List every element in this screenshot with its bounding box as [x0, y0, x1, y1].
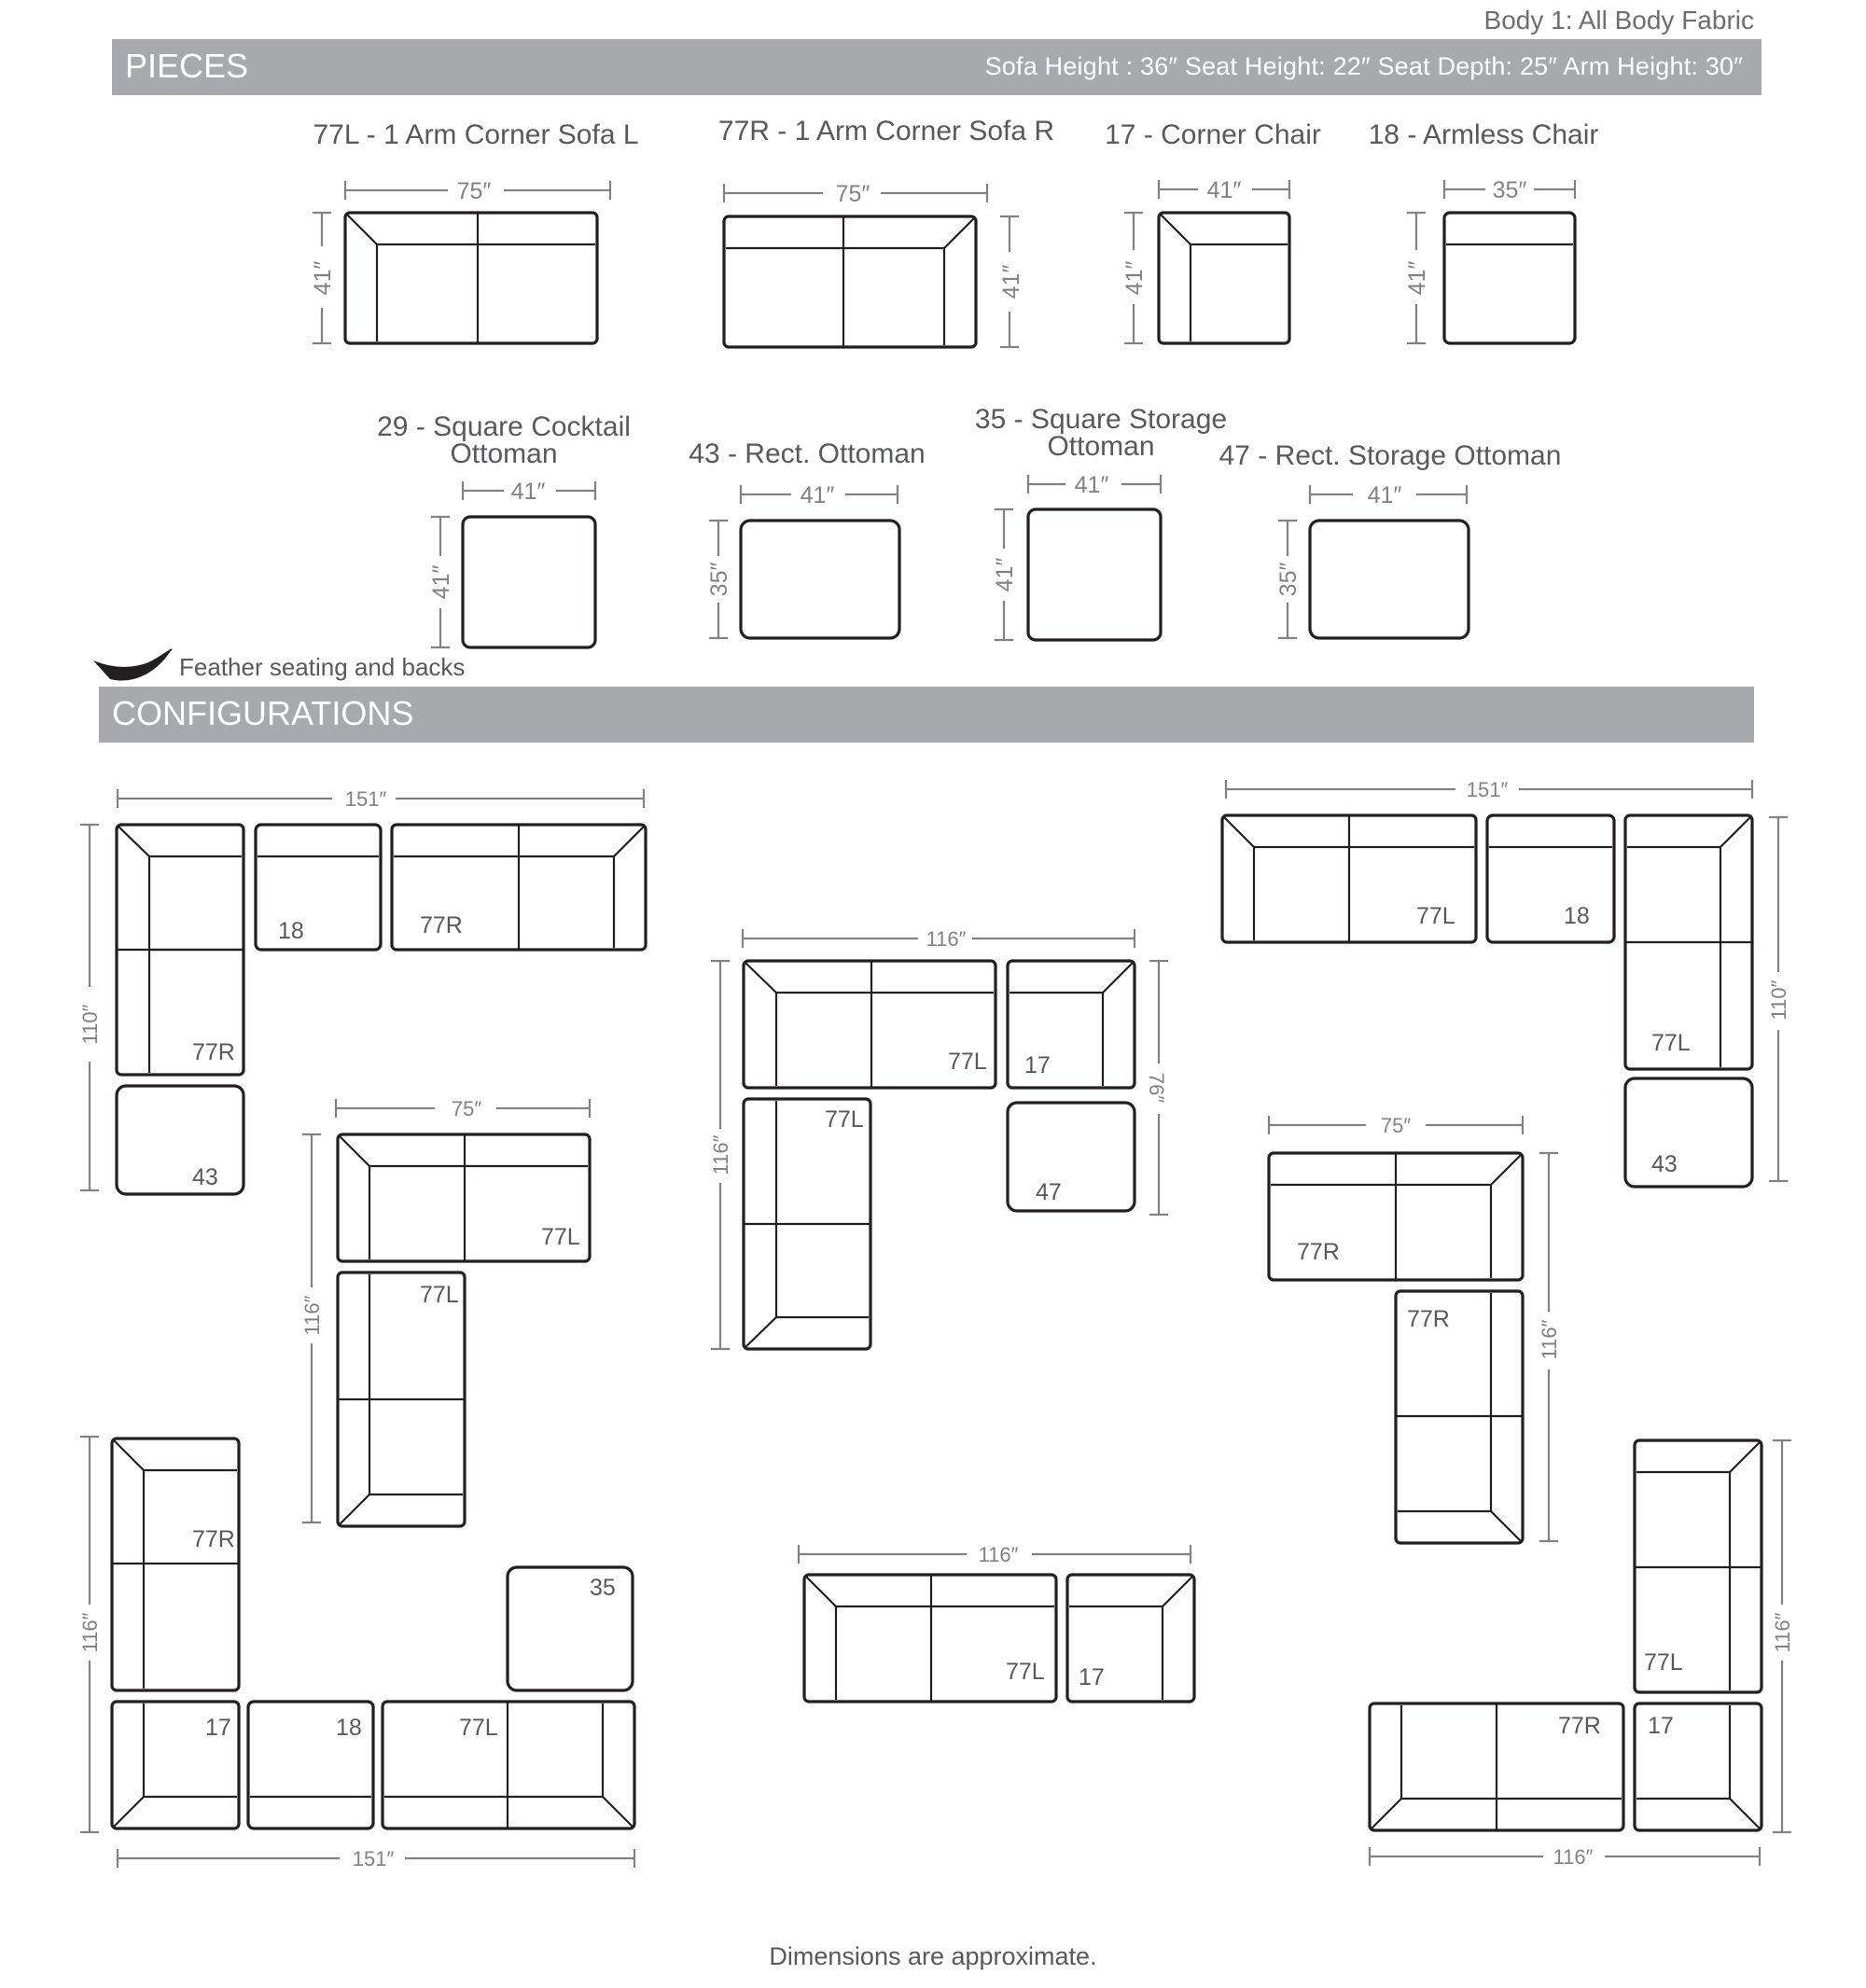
piece-29-width-label: 41″: [510, 479, 546, 505]
config8-label-77r: 77R: [1558, 1713, 1601, 1739]
config2-depth-label: 76″: [1145, 1072, 1168, 1104]
piece-43-width-label: 41″: [800, 482, 835, 508]
config1-label-43: 43: [192, 1164, 218, 1190]
config1-label-18: 18: [278, 918, 304, 944]
config2-left-depth-label: 116″: [709, 1134, 732, 1175]
configuration-6: [78, 1437, 634, 1870]
config5-label-77r-b: 77R: [1407, 1306, 1450, 1332]
piece-47-width-label: 41″: [1367, 482, 1402, 508]
config6-width-label: 151″: [352, 1847, 395, 1870]
piece-29-drawing: [428, 479, 595, 647]
piece-18-width-label: 35″: [1492, 177, 1527, 203]
piece-35-depth-label: 41″: [992, 557, 1018, 592]
feather-seating-note: Feather seating and backs: [179, 653, 466, 681]
config7-label-17: 17: [1079, 1664, 1105, 1690]
piece-35-drawing: [992, 472, 1161, 640]
config5-depth-label: 116″: [1538, 1319, 1561, 1360]
config7-width-label: 116″: [978, 1543, 1019, 1566]
pieces-title: PIECES: [125, 47, 249, 85]
piece-label-77l: 77L - 1 Arm Corner Sofa L: [313, 119, 639, 150]
piece-18-drawing: [1404, 177, 1575, 343]
config3-depth-label: 110″: [1767, 980, 1790, 1021]
piece-label-17: 17 - Corner Chair: [1105, 119, 1321, 150]
config3-label-43: 43: [1651, 1151, 1678, 1177]
config8-depth-label: 116″: [1771, 1612, 1794, 1653]
piece-17-drawing: [1121, 177, 1289, 343]
config5-label-77r-a: 77R: [1297, 1239, 1340, 1265]
config6-depth-label: 116″: [78, 1612, 102, 1653]
piece-label-43: 43 - Rect. Ottoman: [689, 438, 926, 469]
config5-width-label: 75″: [1380, 1114, 1412, 1137]
config2-label-17: 17: [1024, 1052, 1051, 1078]
config4-width-label: 75″: [451, 1097, 482, 1120]
config7-label-77l: 77L: [1006, 1659, 1045, 1685]
config8-label-17: 17: [1648, 1713, 1674, 1739]
piece-35-width-label: 41″: [1074, 472, 1109, 498]
piece-label-77r: 77R - 1 Arm Corner Sofa R: [717, 116, 1055, 146]
specs-text: Sofa Height : 36″ Seat Height: 22″ Seat Depth: 25″ Arm Height: 30″: [984, 52, 1743, 80]
config2-width-label: 116″: [926, 927, 967, 951]
piece-47-depth-label: 35″: [1275, 562, 1302, 597]
config1-label-77r-a: 77R: [420, 912, 463, 938]
config1-depth-label: 110″: [78, 1004, 102, 1045]
configuration-7: [799, 1543, 1194, 1702]
piece-18-depth-label: 41″: [1404, 260, 1430, 296]
config2-label-77l-b: 77L: [825, 1106, 864, 1133]
piece-label-47: 47 - Rect. Storage Ottoman: [1218, 440, 1562, 471]
config6-label-77l: 77L: [459, 1715, 498, 1741]
piece-77l-depth-label: 41″: [310, 260, 336, 296]
configuration-8: [1370, 1440, 1794, 1869]
config1-width-label: 151″: [344, 787, 387, 811]
config4-label-77l-a: 77L: [541, 1224, 580, 1250]
piece-label-29: 29 - Square Cocktail Ottoman: [377, 411, 631, 469]
config2-label-77l-a: 77L: [948, 1049, 987, 1075]
piece-17-depth-label: 41″: [1121, 260, 1148, 296]
piece-label-18: 18 - Armless Chair: [1368, 119, 1599, 150]
config8-label-77l: 77L: [1644, 1649, 1683, 1675]
piece-29-depth-label: 41″: [428, 564, 454, 600]
configurations-title: CONFIGURATIONS: [112, 694, 414, 732]
piece-77l-width-label: 75″: [456, 178, 492, 204]
config3-label-77l-a: 77L: [1416, 903, 1455, 929]
configuration-4: [300, 1097, 590, 1526]
piece-47-drawing: [1275, 482, 1469, 638]
configuration-5: [1269, 1114, 1561, 1543]
config6-label-18: 18: [336, 1715, 362, 1741]
configuration-2: [709, 927, 1168, 1349]
piece-label-35: 35 - Square Storage Ottoman: [974, 404, 1228, 462]
piece-43-depth-label: 35″: [706, 562, 732, 597]
config6-label-77r: 77R: [192, 1526, 235, 1552]
config6-label-17: 17: [205, 1715, 231, 1741]
dimensions-note: Dimensions are approximate.: [769, 1942, 1097, 1970]
config8-width-label: 116″: [1553, 1845, 1594, 1869]
piece-17-width-label: 41″: [1206, 177, 1242, 203]
piece-77r-width-label: 75″: [835, 181, 870, 207]
config4-label-77l-b: 77L: [420, 1282, 459, 1308]
piece-77r-depth-label: 41″: [998, 264, 1024, 299]
piece-77r-drawing: [724, 181, 1024, 347]
piece-43-drawing: [706, 482, 899, 638]
config3-width-label: 151″: [1466, 778, 1509, 801]
config3-label-77l-b: 77L: [1651, 1030, 1691, 1056]
config1-label-77r-b: 77R: [192, 1039, 235, 1065]
feather-icon: [93, 649, 172, 681]
configurations-header-bar: [99, 687, 1754, 743]
body-fabric-note: Body 1: All Body Fabric: [1483, 6, 1754, 35]
config6-label-35: 35: [590, 1575, 616, 1601]
config2-label-47: 47: [1036, 1179, 1062, 1205]
config3-label-18: 18: [1564, 903, 1590, 929]
config4-depth-label: 116″: [300, 1295, 324, 1336]
piece-77l-drawing: [310, 178, 610, 343]
